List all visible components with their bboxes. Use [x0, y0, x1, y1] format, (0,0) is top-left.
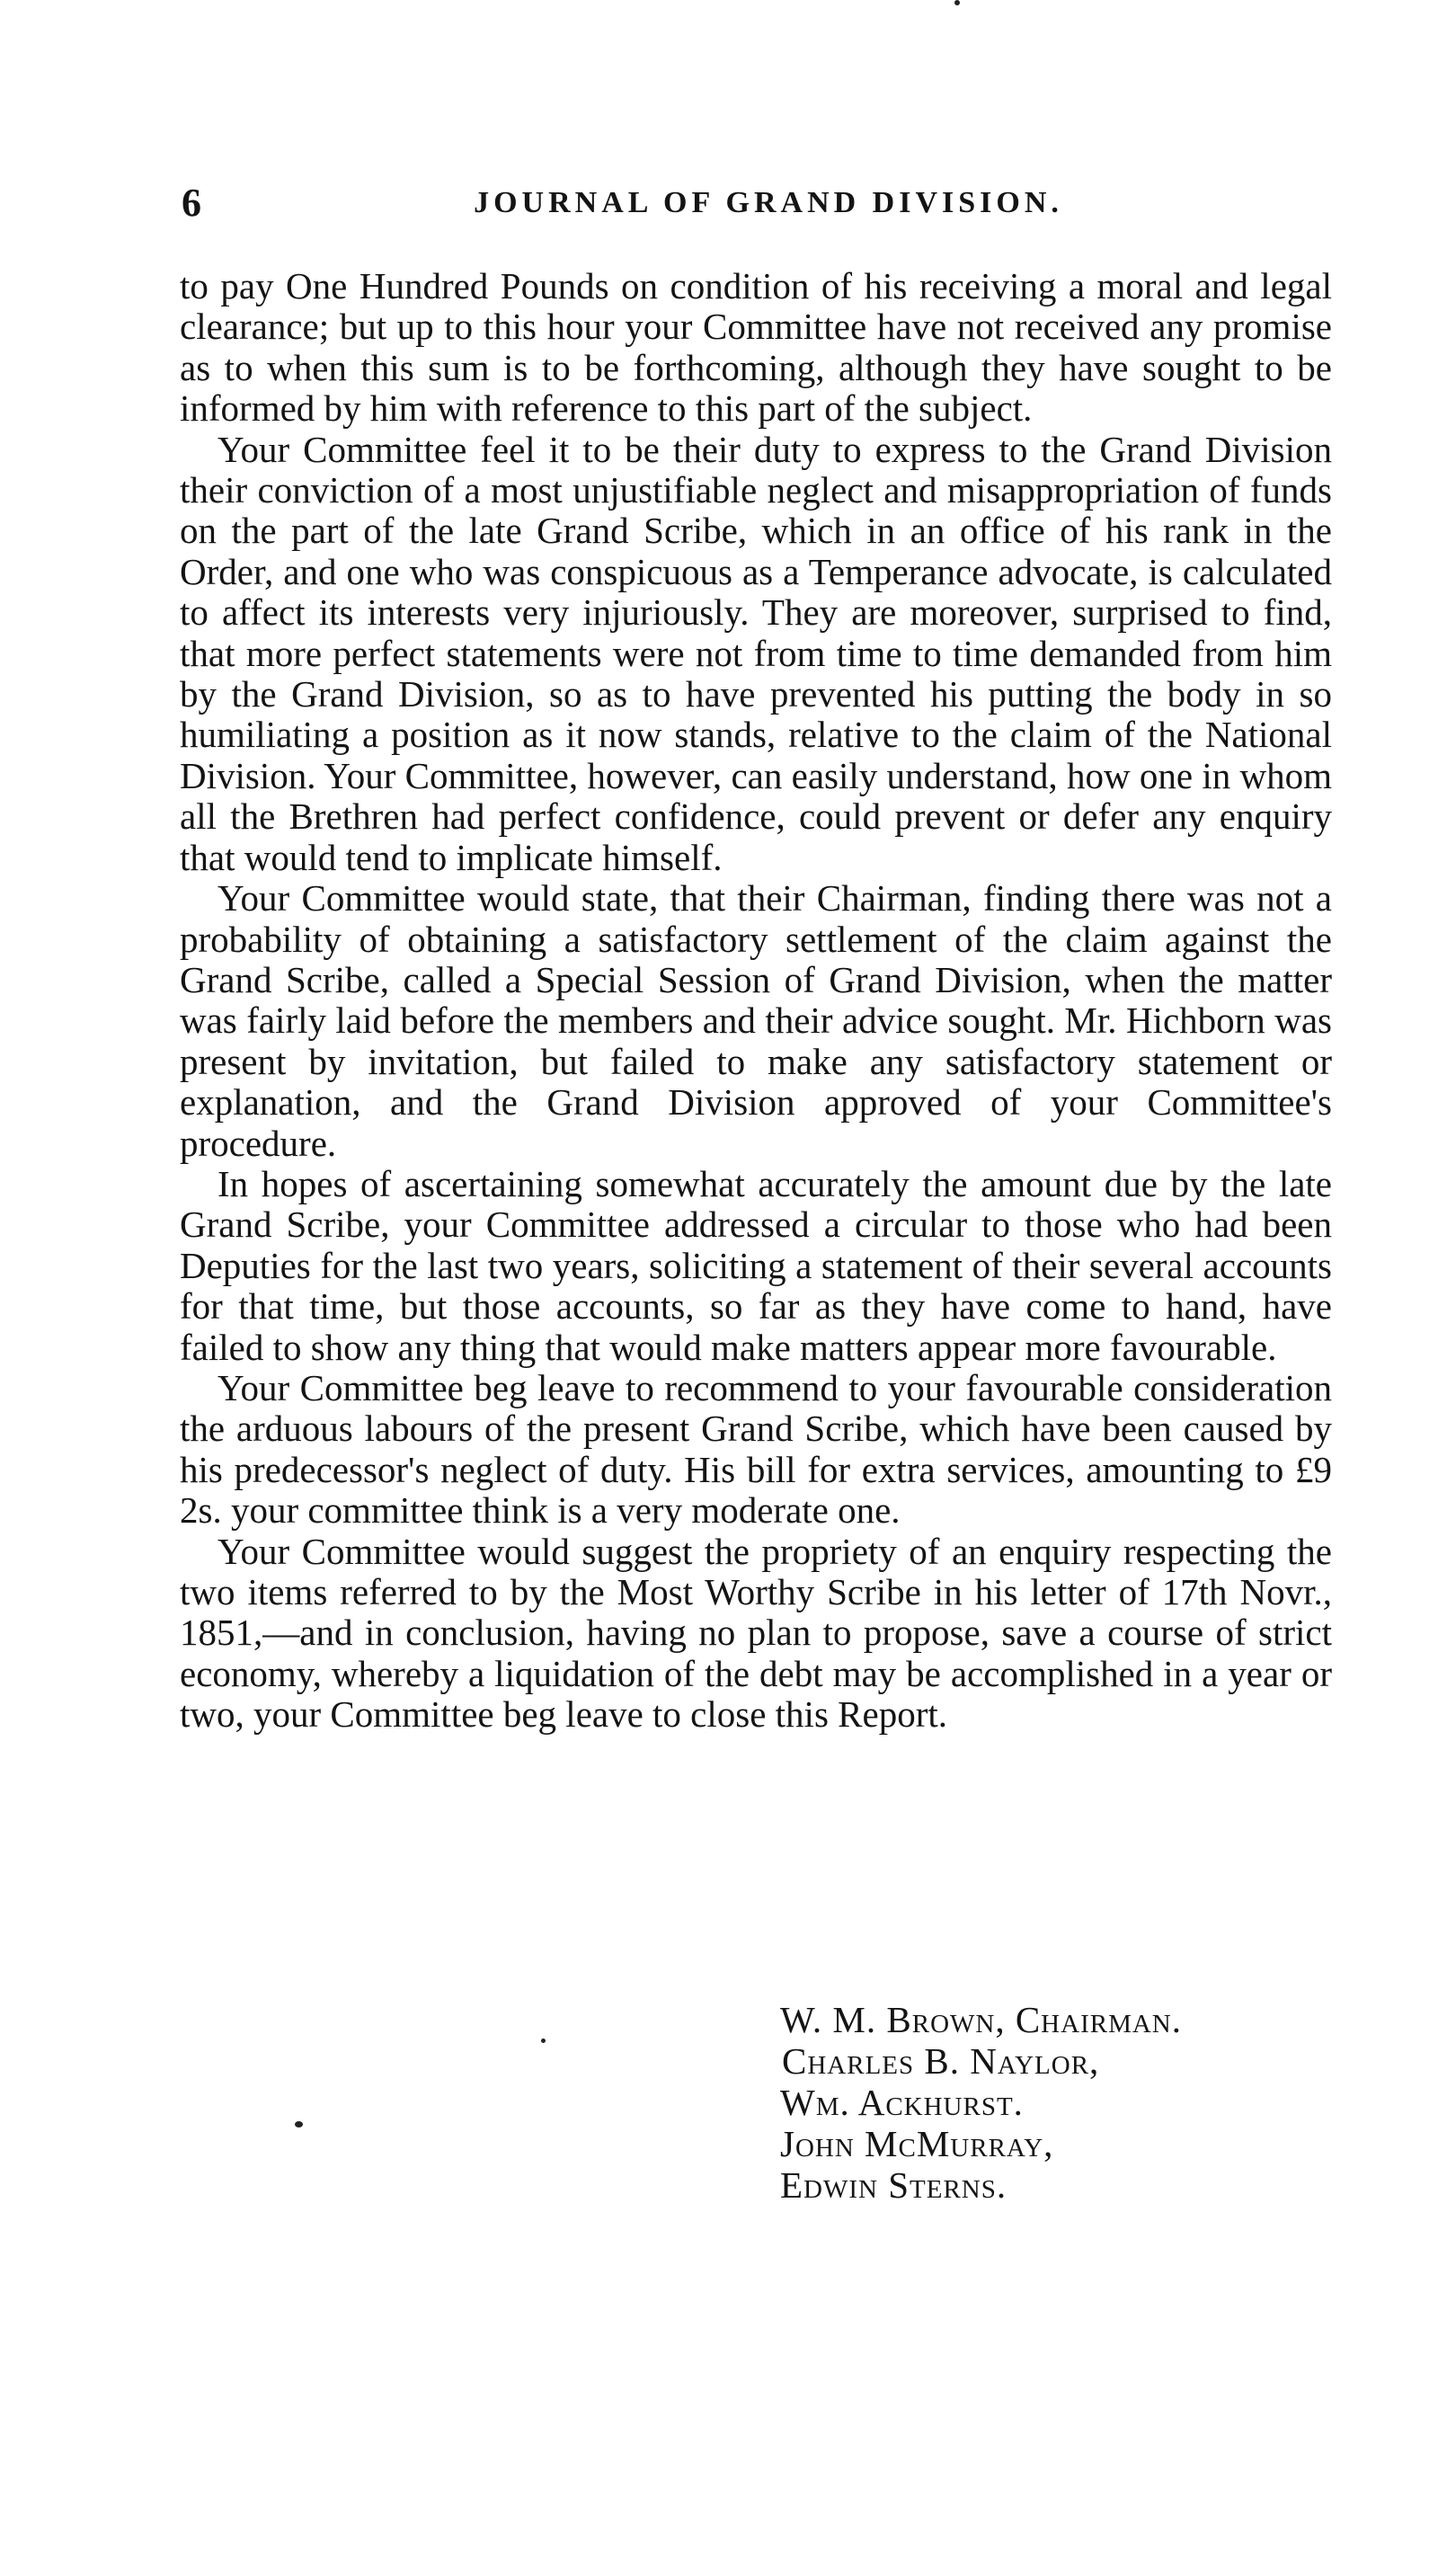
paragraph-neglect-of-funds: Your Committee feel it to be their duty to express to the Grand Division their conviction of a most unjustifiable neglect and misappropriation of funds on the part of the late Grand Scribe, which in an office of his rank in the Order, and one who was conspicuous as a Temperance advocate, is calculated to affect its interests very injuriously. They are moreover, surprised to find, that more perfect statements were not from time to time demanded from him by the Grand Division, so as to have prevented his putting the body in so humiliating a position as it now stands, relative to the claim of the National Division. Your Committee, however, can easily understand, how one in whom all the Brethren had perfect confidence, could prevent or defer any enquiry that would tend to implicate himself.: [180, 428, 1332, 878]
paragraph-grand-scribe-labours: Your Committee beg leave to recommend to your favourable consideration the arduous labours of the present Grand Scribe, which have been caused by his predecessor's neglect of duty. His bill for extra services, amounting to £9 2s. your committee think is a very moderate one.: [180, 1366, 1332, 1532]
signature-member: Charles B. Naylor,: [782, 2040, 1100, 2082]
signature-member: Wm. Ackhurst.: [780, 2082, 1024, 2123]
paragraph-deputies-circular: In hopes of ascertaining somewhat accurately the amount due by the late Grand Scribe, your Committee addressed a circular to those who had been Deputies for the last two years, soliciting a statement of their several accounts for that time, but those accounts, so far as they have come to hand, have failed to show any thing that would make matters appear more favourable.: [180, 1162, 1332, 1368]
running-head: JOURNAL OF GRAND DIVISION.: [474, 186, 1063, 219]
page-number: 6: [182, 181, 201, 225]
ink-speck: [954, 0, 960, 5]
page-header: [180, 176, 1330, 230]
paragraph-continuation: to pay One Hundred Pounds on condition of his receiving a moral and legal clearance; but up to this hour your Committee have not received any promise as to when this sum is to be forthcoming, although they have sought to be informed by him with reference to this part of the subject.: [180, 265, 1332, 430]
paragraph-special-session: Your Committee would state, that their Chairman, finding there was not a probability of obtaining a satisfactory settlement of the claim against the Grand Scribe, called a Special Session of Grand Division, when the matter was fairly laid before the members and their advice sought. Mr. Hichborn was present by invitation, but failed to make any satisfactory statement or explanation, and the Grand Division approved of your Committee's procedure.: [180, 877, 1332, 1164]
ink-speck: [541, 2039, 546, 2043]
report-body: [180, 266, 1332, 1736]
signature-member: John McMurray,: [780, 2123, 1054, 2164]
signature-chairman: W. M. Brown, Chairman.: [780, 1999, 1182, 2040]
ink-speck: [295, 2121, 303, 2127]
paragraph-conclusion: Your Committee would suggest the propriety of an enquiry respecting the two items referred to by the Most Worthy Scribe in his letter of 17th Novr., 1851,—and in conclusion, having no plan to propose, save a course of strict economy, whereby a liquidation of the debt may be accomplished in a year or two, your Committee beg leave to close this Report.: [180, 1530, 1332, 1736]
signature-block: [780, 1999, 1355, 2206]
signature-member: Edwin Sterns.: [780, 2164, 1007, 2206]
